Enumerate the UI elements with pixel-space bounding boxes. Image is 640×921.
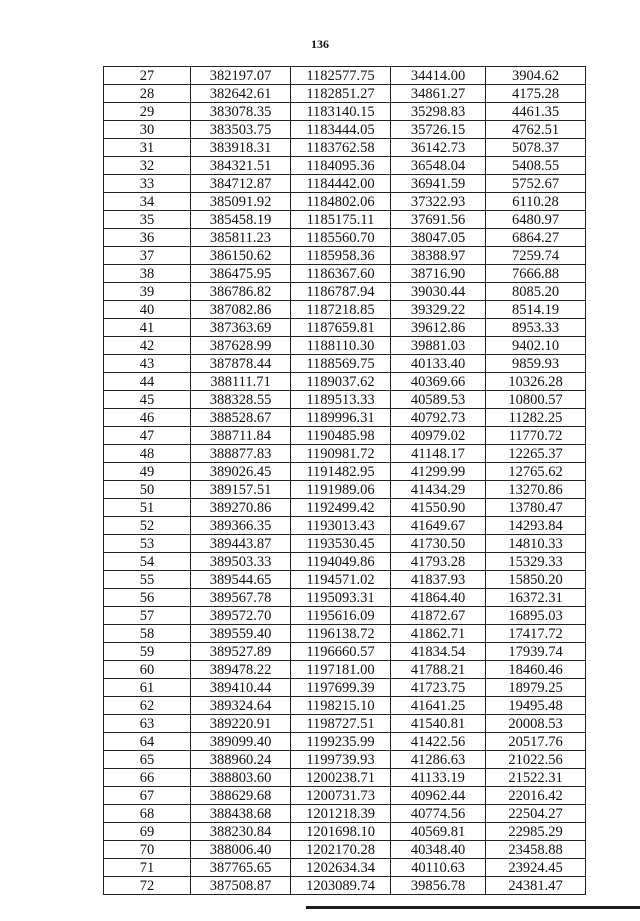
value-c-cell: 41641.25 [391,697,486,715]
row-index-cell: 39 [104,283,191,301]
value-a-cell: 382642.61 [191,85,291,103]
value-b-cell: 1184802.06 [291,193,391,211]
table-row [104,751,586,769]
value-c-cell: 41788.21 [391,661,486,679]
value-b-cell: 1187659.81 [291,319,391,337]
table-row [104,247,586,265]
value-b-cell: 1182851.27 [291,85,391,103]
row-index-cell: 67 [104,787,191,805]
value-a-cell: 389270.86 [191,499,291,517]
value-a-cell: 383078.35 [191,103,291,121]
value-c-cell: 40369.66 [391,373,486,391]
value-b-cell: 1199739.93 [291,751,391,769]
row-index-cell: 62 [104,697,191,715]
value-a-cell: 387363.69 [191,319,291,337]
value-a-cell: 389099.40 [191,733,291,751]
bottom-rule [306,906,640,909]
value-a-cell: 388328.55 [191,391,291,409]
table-row [104,445,586,463]
table-row [104,679,586,697]
value-d-cell: 13780.47 [486,499,586,517]
table-row [104,805,586,823]
value-c-cell: 34861.27 [391,85,486,103]
value-a-cell: 388111.71 [191,373,291,391]
value-a-cell: 388230.84 [191,823,291,841]
value-c-cell: 41422.56 [391,733,486,751]
value-d-cell: 22504.27 [486,805,586,823]
table-row [104,193,586,211]
value-c-cell: 35298.83 [391,103,486,121]
value-c-cell: 38716.90 [391,265,486,283]
value-b-cell: 1195616.09 [291,607,391,625]
value-b-cell: 1193530.45 [291,535,391,553]
value-b-cell: 1187218.85 [291,301,391,319]
value-a-cell: 384712.87 [191,175,291,193]
value-b-cell: 1194571.02 [291,571,391,589]
value-b-cell: 1202170.28 [291,841,391,859]
row-index-cell: 64 [104,733,191,751]
row-index-cell: 46 [104,409,191,427]
table-row [104,589,586,607]
value-d-cell: 14293.84 [486,517,586,535]
row-index-cell: 72 [104,877,191,895]
value-a-cell: 387628.99 [191,337,291,355]
value-b-cell: 1203089.74 [291,877,391,895]
table-row [104,553,586,571]
row-index-cell: 49 [104,463,191,481]
value-c-cell: 41649.67 [391,517,486,535]
row-index-cell: 36 [104,229,191,247]
table-row [104,211,586,229]
value-d-cell: 12265.37 [486,445,586,463]
table-row [104,229,586,247]
value-b-cell: 1198727.51 [291,715,391,733]
table-row [104,265,586,283]
value-c-cell: 40569.81 [391,823,486,841]
value-d-cell: 17939.74 [486,643,586,661]
value-c-cell: 39881.03 [391,337,486,355]
value-d-cell: 5408.55 [486,157,586,175]
value-c-cell: 41540.81 [391,715,486,733]
row-index-cell: 47 [104,427,191,445]
value-b-cell: 1190485.98 [291,427,391,445]
value-d-cell: 12765.62 [486,463,586,481]
value-c-cell: 40792.73 [391,409,486,427]
table-row [104,877,586,895]
value-a-cell: 389220.91 [191,715,291,733]
table-row [104,625,586,643]
value-c-cell: 41148.17 [391,445,486,463]
row-index-cell: 63 [104,715,191,733]
value-a-cell: 389527.89 [191,643,291,661]
row-index-cell: 71 [104,859,191,877]
value-d-cell: 22016.42 [486,787,586,805]
row-index-cell: 69 [104,823,191,841]
value-a-cell: 385091.92 [191,193,291,211]
value-c-cell: 39612.86 [391,319,486,337]
value-b-cell: 1183140.15 [291,103,391,121]
table-row [104,121,586,139]
table-row [104,427,586,445]
value-c-cell: 38047.05 [391,229,486,247]
row-index-cell: 30 [104,121,191,139]
value-a-cell: 384321.51 [191,157,291,175]
row-index-cell: 44 [104,373,191,391]
value-d-cell: 7666.88 [486,265,586,283]
value-b-cell: 1192499.42 [291,499,391,517]
value-d-cell: 16372.31 [486,589,586,607]
value-c-cell: 41862.71 [391,625,486,643]
value-c-cell: 36548.04 [391,157,486,175]
value-b-cell: 1194049.86 [291,553,391,571]
row-index-cell: 40 [104,301,191,319]
value-a-cell: 389026.45 [191,463,291,481]
value-b-cell: 1188110.30 [291,337,391,355]
value-c-cell: 41834.54 [391,643,486,661]
value-a-cell: 385811.23 [191,229,291,247]
value-b-cell: 1183762.58 [291,139,391,157]
value-c-cell: 34414.00 [391,67,486,85]
row-index-cell: 65 [104,751,191,769]
value-c-cell: 39329.22 [391,301,486,319]
row-index-cell: 38 [104,265,191,283]
value-d-cell: 10326.28 [486,373,586,391]
value-d-cell: 15329.33 [486,553,586,571]
value-c-cell: 39856.78 [391,877,486,895]
row-index-cell: 55 [104,571,191,589]
value-a-cell: 387878.44 [191,355,291,373]
value-b-cell: 1191482.95 [291,463,391,481]
table-row [104,517,586,535]
table-row [104,787,586,805]
value-a-cell: 389544.65 [191,571,291,589]
value-b-cell: 1189037.62 [291,373,391,391]
table-row [104,355,586,373]
row-index-cell: 61 [104,679,191,697]
value-b-cell: 1185560.70 [291,229,391,247]
value-b-cell: 1200731.73 [291,787,391,805]
table-row [104,643,586,661]
value-a-cell: 387508.87 [191,877,291,895]
value-c-cell: 41723.75 [391,679,486,697]
value-b-cell: 1189996.31 [291,409,391,427]
row-index-cell: 33 [104,175,191,193]
value-d-cell: 6480.97 [486,211,586,229]
page-number: 136 [311,37,329,51]
value-c-cell: 41837.93 [391,571,486,589]
value-a-cell: 385458.19 [191,211,291,229]
value-d-cell: 9402.10 [486,337,586,355]
table-row [104,697,586,715]
row-index-cell: 59 [104,643,191,661]
value-c-cell: 41793.28 [391,553,486,571]
value-a-cell: 387082.86 [191,301,291,319]
value-d-cell: 4762.51 [486,121,586,139]
value-a-cell: 388528.67 [191,409,291,427]
value-b-cell: 1182577.75 [291,67,391,85]
table-row [104,391,586,409]
value-d-cell: 23924.45 [486,859,586,877]
value-a-cell: 388438.68 [191,805,291,823]
value-d-cell: 11770.72 [486,427,586,445]
value-c-cell: 40110.63 [391,859,486,877]
value-d-cell: 3904.62 [486,67,586,85]
value-c-cell: 37691.56 [391,211,486,229]
value-a-cell: 388960.24 [191,751,291,769]
value-a-cell: 389478.22 [191,661,291,679]
value-c-cell: 41299.99 [391,463,486,481]
value-b-cell: 1193013.43 [291,517,391,535]
row-index-cell: 57 [104,607,191,625]
value-b-cell: 1201218.39 [291,805,391,823]
value-c-cell: 41133.19 [391,769,486,787]
value-c-cell: 41550.90 [391,499,486,517]
value-d-cell: 6864.27 [486,229,586,247]
row-index-cell: 60 [104,661,191,679]
value-c-cell: 41864.40 [391,589,486,607]
value-b-cell: 1183444.05 [291,121,391,139]
table-row [104,283,586,301]
table-row [104,481,586,499]
row-index-cell: 53 [104,535,191,553]
value-c-cell: 38388.97 [391,247,486,265]
value-d-cell: 8085.20 [486,283,586,301]
table-body [104,67,586,895]
value-c-cell: 40348.40 [391,841,486,859]
value-c-cell: 37322.93 [391,193,486,211]
value-a-cell: 389559.40 [191,625,291,643]
value-c-cell: 35726.15 [391,121,486,139]
table-row [104,571,586,589]
value-a-cell: 389443.87 [191,535,291,553]
row-index-cell: 56 [104,589,191,607]
value-b-cell: 1186367.60 [291,265,391,283]
value-d-cell: 24381.47 [486,877,586,895]
table-row [104,409,586,427]
value-b-cell: 1198215.10 [291,697,391,715]
table-row [104,715,586,733]
table-row [104,661,586,679]
value-d-cell: 4175.28 [486,85,586,103]
table-row [104,301,586,319]
value-b-cell: 1185175.11 [291,211,391,229]
value-b-cell: 1188569.75 [291,355,391,373]
value-b-cell: 1184095.36 [291,157,391,175]
value-d-cell: 23458.88 [486,841,586,859]
row-index-cell: 32 [104,157,191,175]
value-c-cell: 39030.44 [391,283,486,301]
table-row [104,103,586,121]
value-b-cell: 1199235.99 [291,733,391,751]
table-row [104,499,586,517]
value-a-cell: 386150.62 [191,247,291,265]
value-a-cell: 382197.07 [191,67,291,85]
table-row [104,319,586,337]
value-b-cell: 1196138.72 [291,625,391,643]
value-d-cell: 18460.46 [486,661,586,679]
row-index-cell: 29 [104,103,191,121]
value-b-cell: 1196660.57 [291,643,391,661]
value-d-cell: 13270.86 [486,481,586,499]
table-row [104,175,586,193]
table-row [104,535,586,553]
value-c-cell: 40979.02 [391,427,486,445]
value-b-cell: 1202634.34 [291,859,391,877]
value-c-cell: 40962.44 [391,787,486,805]
value-d-cell: 9859.93 [486,355,586,373]
row-index-cell: 66 [104,769,191,787]
value-d-cell: 19495.48 [486,697,586,715]
value-b-cell: 1201698.10 [291,823,391,841]
value-a-cell: 389366.35 [191,517,291,535]
value-a-cell: 388877.83 [191,445,291,463]
value-d-cell: 7259.74 [486,247,586,265]
value-a-cell: 387765.65 [191,859,291,877]
table-row [104,139,586,157]
value-a-cell: 389324.64 [191,697,291,715]
row-index-cell: 31 [104,139,191,157]
table-row [104,85,586,103]
value-d-cell: 22985.29 [486,823,586,841]
value-b-cell: 1185958.36 [291,247,391,265]
value-b-cell: 1189513.33 [291,391,391,409]
value-b-cell: 1190981.72 [291,445,391,463]
value-d-cell: 10800.57 [486,391,586,409]
table-row [104,769,586,787]
table-row [104,463,586,481]
value-c-cell: 41730.50 [391,535,486,553]
value-d-cell: 20517.76 [486,733,586,751]
value-d-cell: 14810.33 [486,535,586,553]
table-row [104,823,586,841]
table-row [104,733,586,751]
row-index-cell: 54 [104,553,191,571]
value-a-cell: 389503.33 [191,553,291,571]
value-a-cell: 388803.60 [191,769,291,787]
value-d-cell: 16895.03 [486,607,586,625]
value-a-cell: 389410.44 [191,679,291,697]
value-a-cell: 389157.51 [191,481,291,499]
row-index-cell: 41 [104,319,191,337]
value-a-cell: 388006.40 [191,841,291,859]
row-index-cell: 37 [104,247,191,265]
value-c-cell: 40589.53 [391,391,486,409]
value-d-cell: 8953.33 [486,319,586,337]
value-c-cell: 36941.59 [391,175,486,193]
table-row [104,859,586,877]
value-d-cell: 21522.31 [486,769,586,787]
row-index-cell: 35 [104,211,191,229]
value-b-cell: 1184442.00 [291,175,391,193]
value-a-cell: 383503.75 [191,121,291,139]
value-d-cell: 5752.67 [486,175,586,193]
table-row [104,337,586,355]
value-a-cell: 389572.70 [191,607,291,625]
row-index-cell: 52 [104,517,191,535]
table-row [104,373,586,391]
value-d-cell: 11282.25 [486,409,586,427]
value-b-cell: 1200238.71 [291,769,391,787]
row-index-cell: 34 [104,193,191,211]
value-c-cell: 40774.56 [391,805,486,823]
value-a-cell: 386475.95 [191,265,291,283]
value-d-cell: 4461.35 [486,103,586,121]
table-row [104,841,586,859]
row-index-cell: 58 [104,625,191,643]
value-b-cell: 1195093.31 [291,589,391,607]
value-c-cell: 40133.40 [391,355,486,373]
data-table [103,66,586,895]
row-index-cell: 51 [104,499,191,517]
value-d-cell: 8514.19 [486,301,586,319]
value-c-cell: 41434.29 [391,481,486,499]
row-index-cell: 27 [104,67,191,85]
value-d-cell: 15850.20 [486,571,586,589]
value-b-cell: 1186787.94 [291,283,391,301]
value-d-cell: 18979.25 [486,679,586,697]
value-d-cell: 17417.72 [486,625,586,643]
value-a-cell: 388629.68 [191,787,291,805]
value-a-cell: 383918.31 [191,139,291,157]
value-d-cell: 5078.37 [486,139,586,157]
value-b-cell: 1197699.39 [291,679,391,697]
value-b-cell: 1197181.00 [291,661,391,679]
row-index-cell: 43 [104,355,191,373]
row-index-cell: 28 [104,85,191,103]
value-d-cell: 21022.56 [486,751,586,769]
value-c-cell: 36142.73 [391,139,486,157]
value-b-cell: 1191989.06 [291,481,391,499]
value-a-cell: 389567.78 [191,589,291,607]
table-row [104,607,586,625]
row-index-cell: 70 [104,841,191,859]
value-a-cell: 388711.84 [191,427,291,445]
row-index-cell: 45 [104,391,191,409]
table-row [104,157,586,175]
value-d-cell: 6110.28 [486,193,586,211]
row-index-cell: 50 [104,481,191,499]
row-index-cell: 42 [104,337,191,355]
value-c-cell: 41872.67 [391,607,486,625]
value-c-cell: 41286.63 [391,751,486,769]
row-index-cell: 68 [104,805,191,823]
value-d-cell: 20008.53 [486,715,586,733]
row-index-cell: 48 [104,445,191,463]
table-row [104,67,586,85]
value-a-cell: 386786.82 [191,283,291,301]
